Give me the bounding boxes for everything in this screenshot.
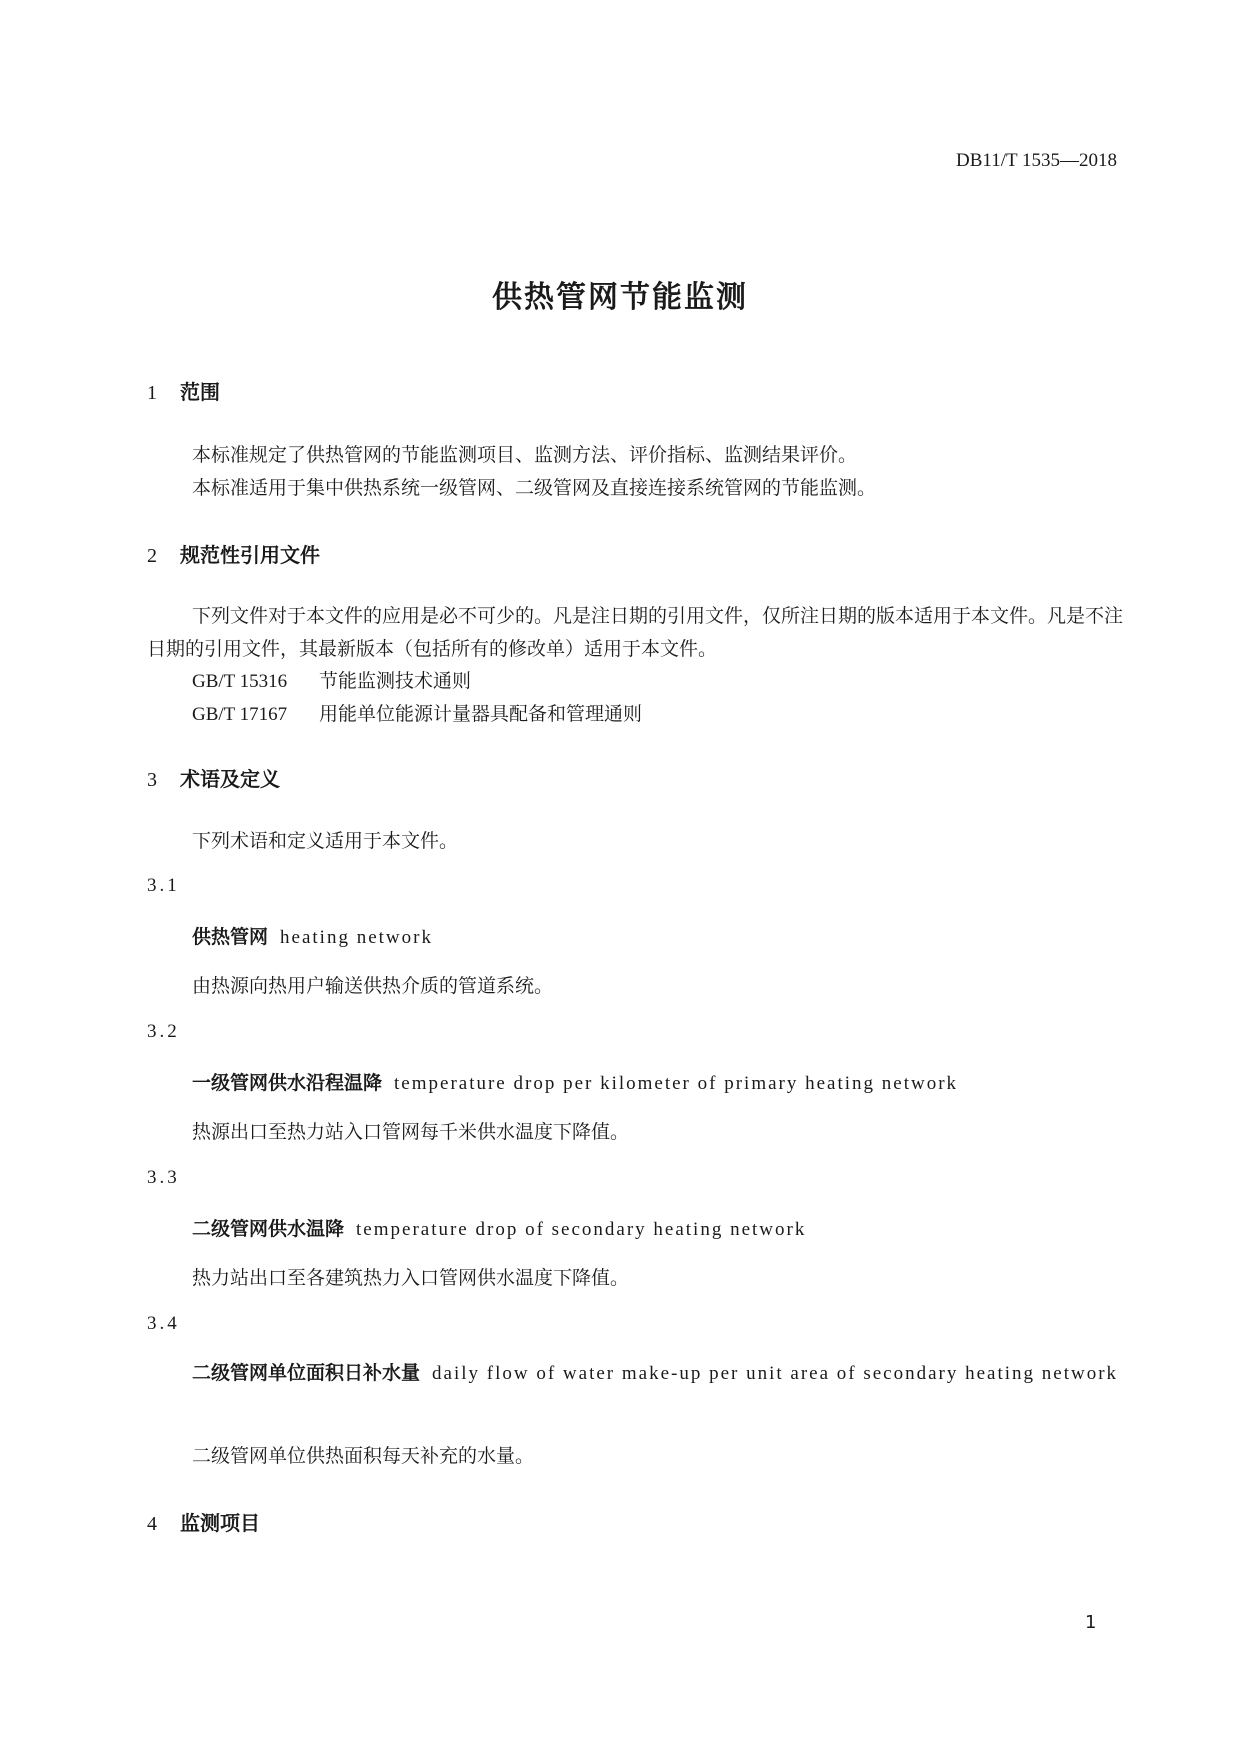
term-english: temperature drop of secondary heating network bbox=[356, 1219, 807, 1240]
reference-title: 节能监测技术通则 bbox=[319, 670, 472, 692]
term-number: 3.3 bbox=[147, 1167, 180, 1188]
term-number: 3.1 bbox=[147, 875, 180, 896]
term-heading bbox=[147, 1357, 1123, 1390]
reference-code: GB/T 15316 bbox=[192, 671, 288, 692]
term-heading bbox=[192, 922, 433, 949]
term-number: 3.2 bbox=[147, 1021, 180, 1042]
term-definition: 二级管网单位供热面积每天补充的水量。 bbox=[192, 1445, 535, 1467]
reference-code: GB/T 17167 bbox=[192, 704, 288, 725]
term-definition: 由热源向热用户输送供热介质的管道系统。 bbox=[192, 975, 554, 997]
term-english: heating network bbox=[280, 927, 433, 948]
section-number: 3 bbox=[147, 769, 157, 791]
section-2-heading bbox=[147, 539, 320, 568]
section-1-paragraph-1: 本标准规定了供热管网的节能监测项目、监测方法、评价指标、监测结果评价。 bbox=[192, 444, 858, 466]
normative-reference bbox=[192, 699, 642, 726]
term-chinese: 一级管网供水沿程温降 bbox=[192, 1072, 383, 1094]
section-title: 监测项目 bbox=[180, 1511, 260, 1535]
term-english: temperature drop per kilometer of primary heating network bbox=[394, 1073, 959, 1094]
term-chinese: 二级管网单位面积日补水量 bbox=[192, 1362, 421, 1384]
section-title: 术语及定义 bbox=[180, 767, 280, 791]
document-title: 供热管网节能监测 bbox=[492, 280, 748, 315]
section-2-paragraph-1: 下列文件对于本文件的应用是必不可少的。凡是注日期的引用文件，仅所注日期的版本适用于本文件。凡是不注日期的引用文件，其最新版本（包括所有的修改单）适用于本文件。 bbox=[147, 605, 1124, 660]
section-number: 1 bbox=[147, 382, 157, 404]
section-3-heading bbox=[147, 763, 280, 792]
normative-reference bbox=[192, 666, 471, 693]
term-chinese: 二级管网供水温降 bbox=[192, 1218, 345, 1240]
section-number: 4 bbox=[147, 1513, 157, 1535]
section-number: 2 bbox=[147, 545, 157, 567]
term-definition: 热源出口至热力站入口管网每千米供水温度下降值。 bbox=[192, 1121, 630, 1143]
section-1-heading bbox=[147, 376, 220, 405]
term-definition: 热力站出口至各建筑热力入口管网供水温度下降值。 bbox=[192, 1267, 630, 1289]
page-number: 1 bbox=[1085, 1612, 1097, 1633]
section-title: 范围 bbox=[180, 380, 220, 404]
section-1-paragraph-2: 本标准适用于集中供热系统一级管网、二级管网及直接连接系统管网的节能监测。 bbox=[192, 477, 877, 499]
term-english: daily flow of water make-up per unit area of secondary heating network bbox=[432, 1363, 1119, 1384]
section-4-heading bbox=[147, 1507, 260, 1536]
term-heading bbox=[192, 1068, 958, 1095]
term-number: 3.4 bbox=[147, 1313, 180, 1334]
section-title: 规范性引用文件 bbox=[180, 543, 320, 567]
reference-title: 用能单位能源计量器具配备和管理通则 bbox=[319, 703, 643, 725]
term-chinese: 供热管网 bbox=[192, 926, 269, 948]
standard-code: DB11/T 1535—2018 bbox=[956, 150, 1117, 171]
term-heading bbox=[192, 1214, 806, 1241]
section-3-intro: 下列术语和定义适用于本文件。 bbox=[192, 830, 459, 852]
